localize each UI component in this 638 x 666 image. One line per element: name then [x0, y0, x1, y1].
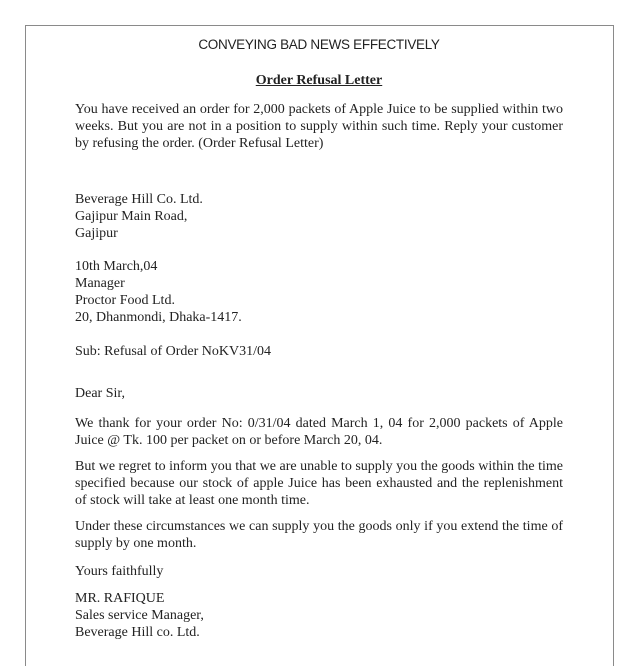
letter-heading: Order Refusal Letter	[255, 73, 383, 88]
salutation: Dear Sir,	[75, 386, 125, 401]
sender-line: Gajipur	[75, 226, 118, 241]
closing: Yours faithfully	[75, 564, 164, 579]
signature-line: Sales service Manager,	[75, 608, 204, 623]
date-recipient	[75, 258, 563, 326]
signature-block	[75, 590, 563, 641]
body-paragraph: Under these circumstances we can supply you the goods only if you extend the time of supply by one month.	[75, 519, 563, 551]
recipient-line: 20, Dhanmondi, Dhaka-1417.	[75, 310, 242, 325]
letter-date: 10th March,04	[75, 259, 158, 274]
body-paragraph: But we regret to inform you that we are unable to supply you the goods within the time specified because our stock of apple Juice has been exhausted and the replenishment of stock will take at least one month time.	[75, 459, 563, 508]
task-prompt: You have received an order for 2,000 packets of Apple Juice to be supplied within two weeks. But you are not in a position to supply within such time. Reply your customer by refusing the order. (Order Refusal Letter)	[75, 102, 563, 151]
recipient-line: Proctor Food Ltd.	[75, 293, 175, 308]
sender-address	[75, 191, 563, 242]
document-title: CONVEYING BAD NEWS EFFECTIVELY	[198, 37, 440, 52]
recipient-line: Manager	[75, 276, 125, 291]
sender-line: Beverage Hill Co. Ltd.	[75, 192, 203, 207]
subject-line: Sub: Refusal of Order NoKV31/04	[75, 344, 271, 359]
body-paragraph: We thank for your order No: 0/31/04 dated March 1, 04 for 2,000 packets of Apple Juice @ Tk. 100 per packet on or before March 20, 04.	[75, 416, 563, 448]
signature-line: MR. RAFIQUE	[75, 591, 165, 606]
sender-line: Gajipur Main Road,	[75, 209, 188, 224]
signature-line: Beverage Hill co. Ltd.	[75, 625, 200, 640]
